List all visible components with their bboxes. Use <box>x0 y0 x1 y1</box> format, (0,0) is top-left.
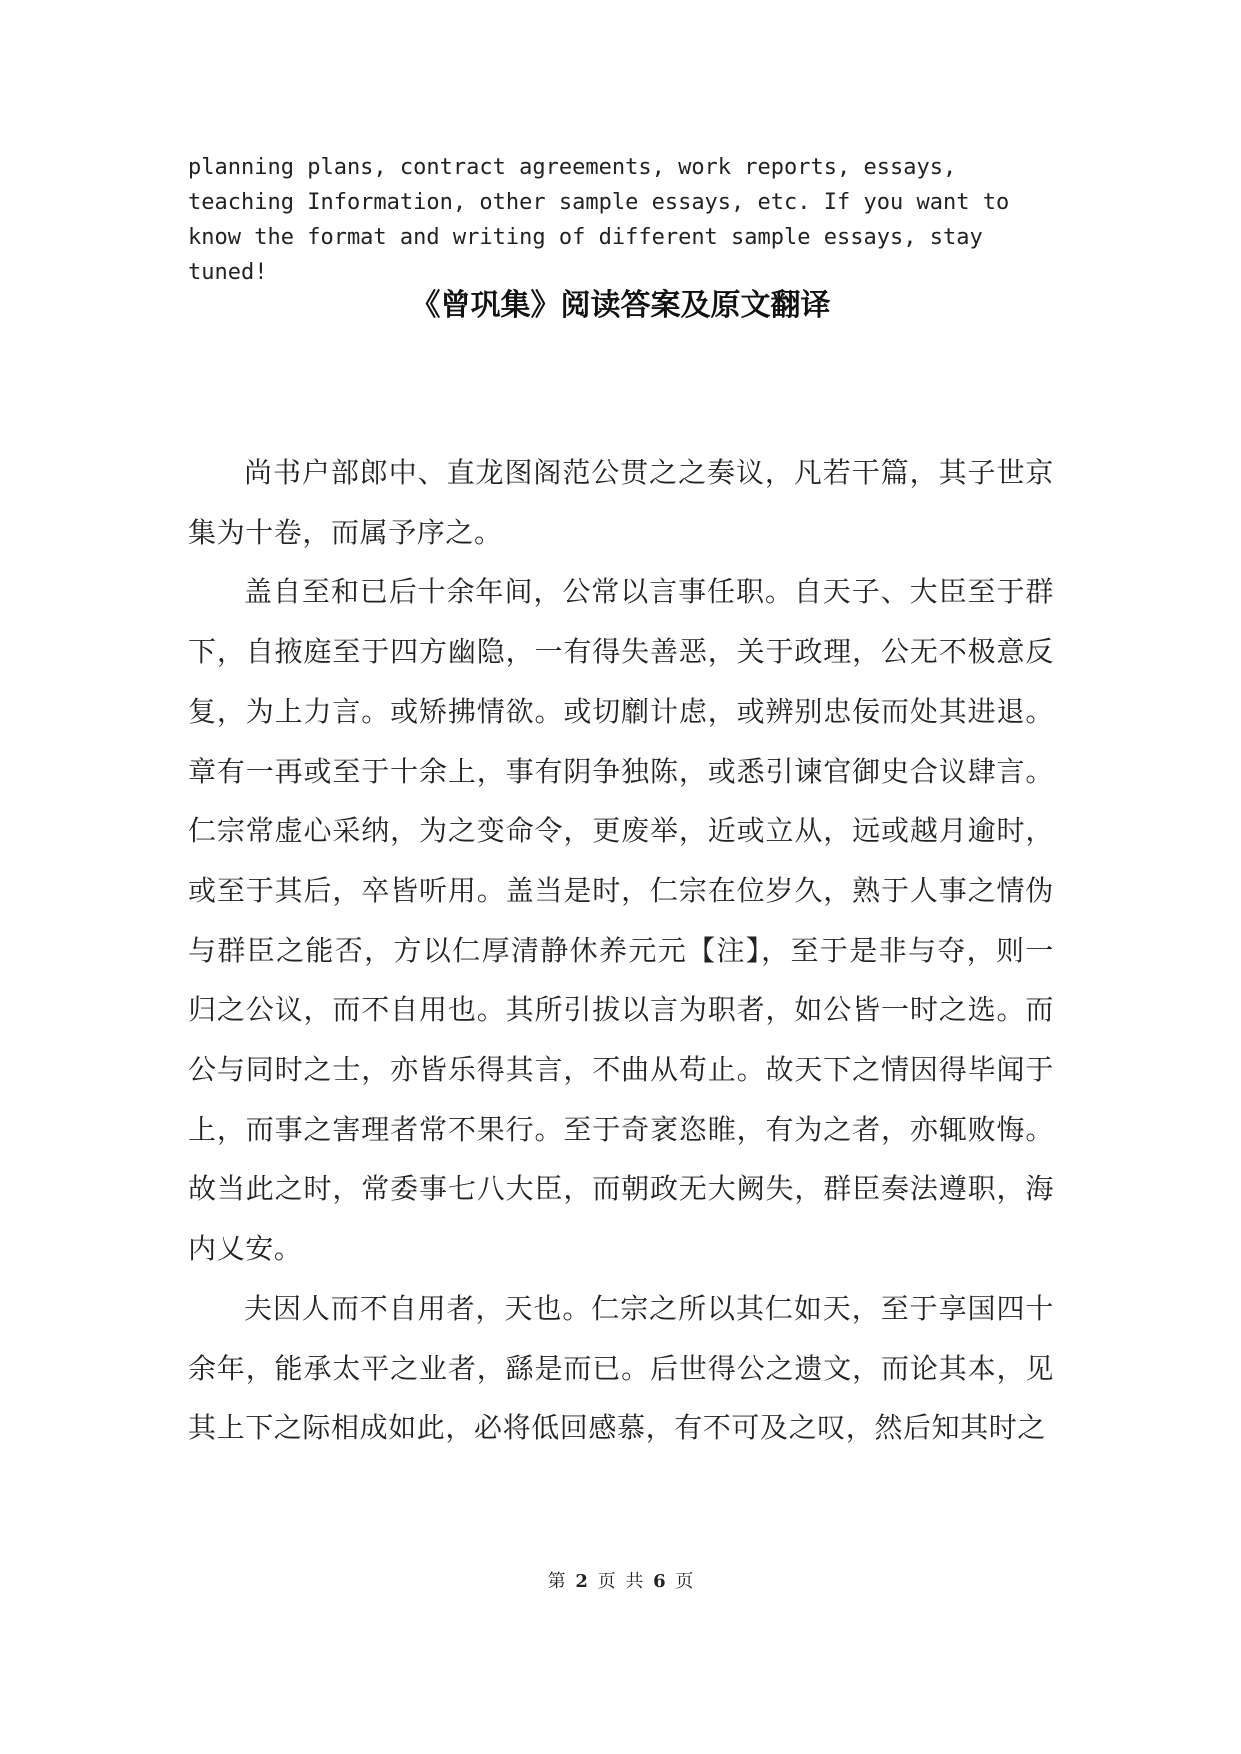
current-page-number: 2 <box>575 1571 588 1592</box>
footer-middle: 页 共 <box>597 1571 644 1592</box>
paragraph-1: 尚书户部郎中、直龙图阁范公贯之之奏议，凡若干篇，其子世京集为十卷，而属予序之。 <box>188 456 1054 549</box>
page-footer <box>0 1570 1241 1594</box>
document-title: 《曾巩集》阅读答案及原文翻译 <box>410 288 831 323</box>
paragraph-3: 夫因人而不自用者，天也。仁宗之所以其仁如天，至于享国四十余年，能承太平之业者，繇是而已。后世得公之遗文，而论其本，见其上下之际相成如此，必将低回感慕，有不可及之叹，然后知其时之 <box>188 1291 1054 1445</box>
footer-prefix: 第 <box>547 1571 566 1592</box>
intro-text: planning plans, contract agreements, work reports, essays, teaching Information, other sample essays, etc. If you want to know the format and writing of different sample essays, stay tuned! <box>188 155 1023 285</box>
footer-suffix: 页 <box>675 1571 694 1592</box>
paragraph-2: 盖自至和已后十余年间，公常以言事任职。自天子、大臣至于群下，自掖庭至于四方幽隐，一有得失善恶，关于政理，公无不极意反复，为上力言。或矫拂情欲。或切劘计虑，或辨别忠佞而处其进退。章有一再或至于十余上，事有阴争独陈，或悉引谏官御史合议肆言。仁宗常虚心采纳，为之变命令，更废举，近或立从，远或越月逾时，或至于其后，卒皆听用。盖当是时，仁宗在位岁久，熟于人事之情伪与群臣之能否，方以仁厚清静休养元元【注】，至于是非与夺，则一归之公议，而不自用也。其所引拔以言为职者，如公皆一时之选。而公与同时之士，亦皆乐得其言，不曲从苟止。故天下之情因得毕闻于上，而事之害理者常不果行。至于奇衺恣睢，有为之者，亦辄败悔。故当此之时，常委事七八大臣，而朝政无大阙失，群臣奏法遵职，海内乂安。 <box>188 575 1054 1266</box>
document-body <box>188 443 1054 1458</box>
total-page-count: 6 <box>653 1571 666 1592</box>
